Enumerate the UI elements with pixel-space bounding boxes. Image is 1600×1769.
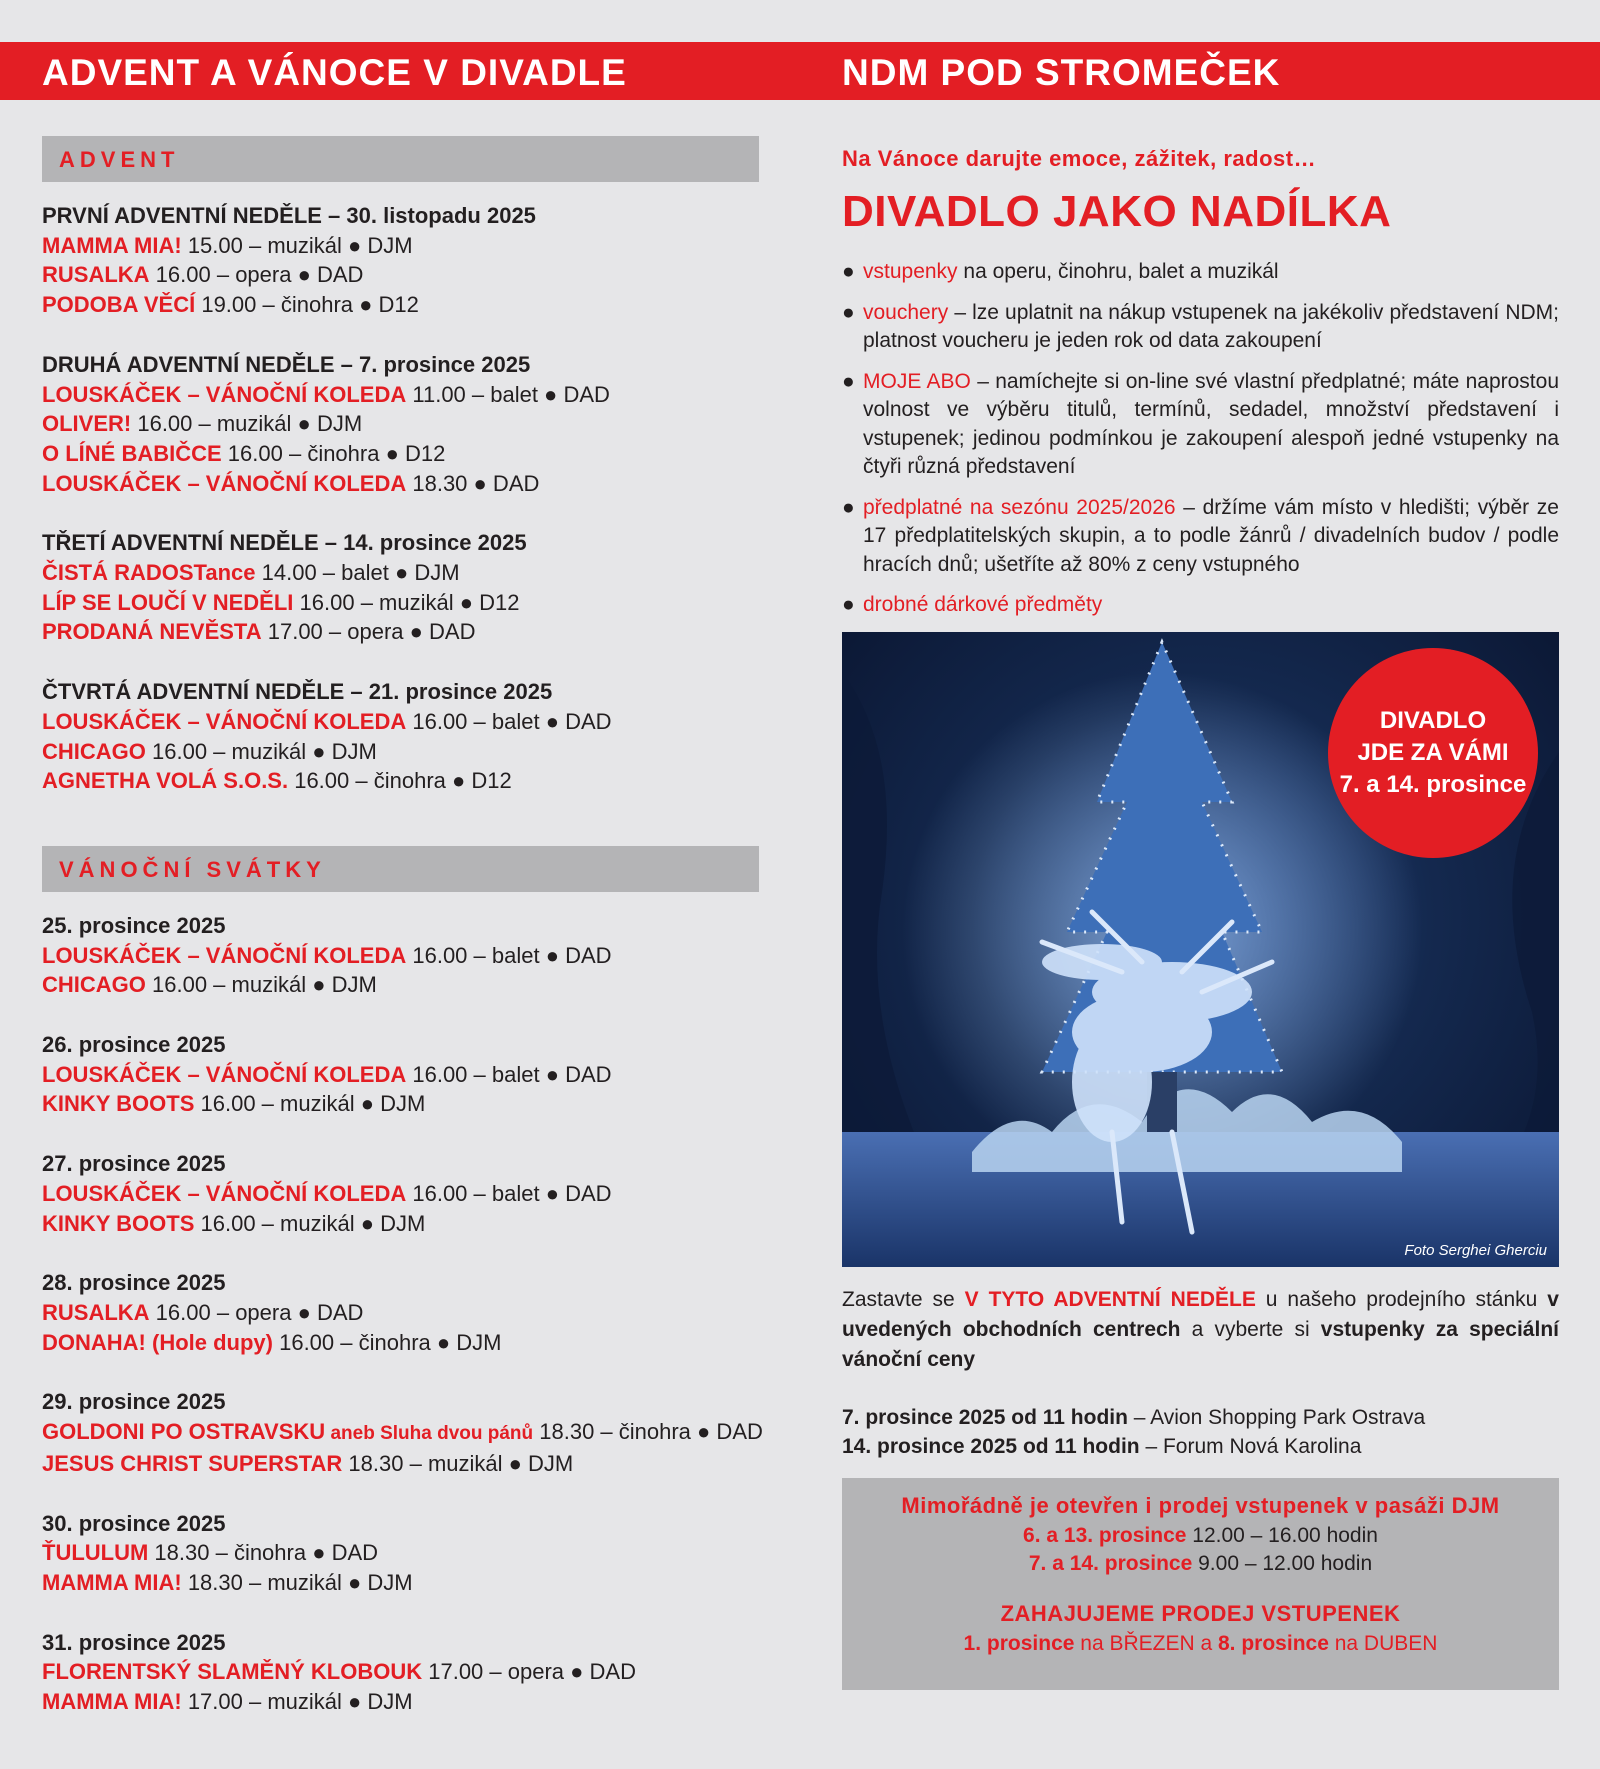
event-line: [42, 380, 759, 410]
event-info: 16.00 – balet ● DAD: [406, 708, 612, 734]
schedule-block: [42, 1030, 759, 1119]
event-line: [42, 970, 759, 1000]
photo-credit: Foto Serghei Gherciu: [1404, 1241, 1547, 1259]
event-title: OLIVER!: [42, 411, 132, 437]
box-sale-title: ZAHAJUJEME PRODEJ VSTUPENEK: [1000, 1600, 1401, 1626]
promo-badge: [1328, 648, 1538, 858]
bullet-dot: ●: [842, 300, 855, 324]
gift-title: DIVADLO JAKO NADÍLKA: [842, 187, 1392, 236]
box-hours: [842, 1522, 1559, 1578]
gift-item: [842, 494, 1559, 580]
event-info: 16.00 – muzikál ● DJM: [194, 1091, 426, 1117]
event-subtitle: aneb Sluha dvou pánů: [325, 1423, 534, 1445]
event-line: [42, 1568, 759, 1598]
schedule-block: [42, 677, 759, 796]
gift-item-text: – namíchejte si on-line své vlastní předplatné; máte naprostou volnost ve výběru titulů, termínů, sedadel, množství představení i vstupenek; jedinou podmínkou je zakoupení alespoň jedné vstupenky na čtyři různá představení: [863, 369, 1559, 478]
event-title: MAMMA MIA!: [42, 1569, 182, 1595]
right-header-title: NDM POD STROMEČEK: [842, 52, 1281, 93]
event-title: LÍP SE LOUČÍ V NEDĚLI: [42, 589, 294, 615]
event-title: LOUSKÁČEK – VÁNOČNÍ KOLEDA: [42, 708, 407, 734]
event-title: GOLDONI PO OSTRAVSKU: [42, 1419, 326, 1445]
gift-item-text: na operu, činohru, balet a muzikál: [957, 260, 1279, 283]
schedule-block: [42, 201, 759, 320]
holidays-section-bar: VÁNOČNÍ SVÁTKY: [42, 846, 759, 892]
gift-item-highlight: vstupenky: [863, 260, 958, 283]
event-title: DONAHA! (Hole dupy): [42, 1329, 273, 1355]
event-info: 18.30 ● DAD: [406, 470, 540, 496]
schedule-block: [42, 528, 759, 647]
gift-item: [842, 368, 1559, 482]
badge-date: 7. a 14. prosince: [1339, 770, 1527, 798]
event-title: O LÍNÉ BABIČCE: [42, 440, 222, 466]
gift-item-highlight: předplatné na sezónu 2025/2026: [863, 495, 1176, 519]
advent-groups: [42, 201, 759, 796]
gift-item: [842, 591, 1559, 620]
event-title: LOUSKÁČEK – VÁNOČNÍ KOLEDA: [42, 1061, 407, 1087]
schedule-date-heading: ČTVRTÁ ADVENTNÍ NEDĚLE – 21. prosince 2025: [42, 679, 553, 705]
event-line: [42, 1328, 759, 1358]
badge-line-1: DIVADLO: [1379, 706, 1487, 734]
event-info: 16.00 – činohra ● DJM: [272, 1329, 502, 1355]
event-title: CHICAGO: [42, 972, 146, 998]
event-title: FLORENTSKÝ SLAMĚNÝ KLOBOUK: [42, 1659, 423, 1685]
ballet-photo: [842, 632, 1559, 1267]
sale-date-2: 8. prosince: [1218, 1631, 1329, 1655]
event-line: [42, 1687, 759, 1717]
event-line: [42, 1449, 759, 1479]
schedule-date-heading: 27. prosince 2025: [42, 1151, 226, 1177]
event-info: 18.30 – muzikál ● DJM: [181, 1569, 413, 1595]
event-line: [42, 766, 759, 796]
event-line: [42, 260, 759, 290]
event-title: PODOBA VĚCÍ: [42, 292, 196, 318]
box-hours-line: [842, 1522, 1559, 1550]
stand-place: – Avion Shopping Park Ostrava: [1127, 1405, 1426, 1429]
event-line: [42, 469, 759, 499]
schedule-date-heading: DRUHÁ ADVENTNÍ NEDĚLE – 7. prosince 2025: [42, 351, 531, 377]
event-title: LOUSKÁČEK – VÁNOČNÍ KOLEDA: [42, 1180, 407, 1206]
event-line: [42, 439, 759, 469]
event-line: [42, 1417, 763, 1449]
sale-date-1: 1. prosince: [963, 1631, 1075, 1655]
schedule-block: [42, 1387, 763, 1478]
stand-date-line: [842, 1403, 1559, 1432]
event-line: [42, 231, 759, 261]
stand-date-line: [842, 1432, 1559, 1461]
bullet-dot: ●: [842, 495, 855, 519]
schedule-date-heading: 29. prosince 2025: [42, 1389, 226, 1415]
gift-list: [842, 258, 1559, 620]
event-info: 16.00 – opera ● DAD: [149, 1299, 364, 1325]
gift-item-highlight: MOJE ABO: [863, 369, 971, 393]
event-title: JESUS CHRIST SUPERSTAR: [42, 1450, 343, 1476]
event-line: [42, 558, 759, 588]
schedule-block: [42, 1509, 759, 1598]
event-title: RUSALKA: [42, 262, 150, 288]
event-info: 16.00 – muzikál ● DJM: [194, 1210, 426, 1236]
event-info: 16.00 – muzikál ● D12: [293, 589, 520, 615]
box-sale-dates: [842, 1630, 1559, 1658]
header-bar: [0, 42, 1600, 100]
event-title: AGNETHA VOLÁ S.O.S.: [42, 768, 289, 794]
event-info: 18.30 – muzikál ● DJM: [342, 1450, 574, 1476]
bullet-dot: ●: [842, 260, 855, 283]
schedule-block: [42, 1628, 759, 1717]
box-time: 9.00 – 12.00 hodin: [1192, 1551, 1373, 1575]
stand-date: 7. prosince 2025 od 11 hodin: [842, 1405, 1128, 1429]
event-info: 19.00 – činohra ● D12: [195, 292, 419, 318]
box-hours-line: [842, 1550, 1559, 1578]
gift-tagline: Na Vánoce darujte emoce, zážitek, radost…: [842, 146, 1317, 171]
schedule-date-heading: 30. prosince 2025: [42, 1510, 226, 1536]
event-title: ŤULULUM: [42, 1540, 149, 1566]
stand-text-1: Zastavte se: [842, 1287, 965, 1311]
gift-item: [842, 299, 1559, 356]
schedule-block: [42, 911, 759, 1000]
event-info: 16.00 – muzikál ● DJM: [131, 411, 363, 437]
event-title: LOUSKÁČEK – VÁNOČNÍ KOLEDA: [42, 942, 407, 968]
event-info: 11.00 – balet ● DAD: [406, 381, 610, 407]
box-office-box: [842, 1478, 1559, 1690]
event-line: [42, 588, 759, 618]
event-info: 16.00 – muzikál ● DJM: [145, 738, 377, 764]
event-title: MAMMA MIA!: [42, 232, 182, 258]
stand-highlight-sundays: V TYTO ADVENTNÍ NEDĚLE: [964, 1287, 1256, 1311]
event-title: KINKY BOOTS: [42, 1091, 195, 1117]
schedule-date-heading: 28. prosince 2025: [42, 1270, 226, 1296]
schedule-block: [42, 1149, 759, 1238]
event-line: [42, 1209, 759, 1239]
schedule-block: [42, 350, 759, 499]
event-line: [42, 1538, 759, 1568]
stand-highlight-centers: v uvedených obchodních centrech: [842, 1287, 1559, 1341]
event-line: [42, 941, 759, 971]
gift-item-highlight: vouchery: [863, 300, 949, 324]
sale-month-1: na BŘEZEN a: [1074, 1631, 1218, 1655]
event-info: 18.30 – činohra ● DAD: [148, 1540, 379, 1566]
event-info: 17.00 – muzikál ● DJM: [181, 1689, 413, 1715]
bullet-dot: ●: [842, 369, 855, 393]
schedule-date-heading: 25. prosince 2025: [42, 912, 226, 938]
event-line: [42, 707, 759, 737]
event-info: 16.00 – balet ● DAD: [406, 1180, 612, 1206]
event-info: 16.00 – opera ● DAD: [149, 262, 364, 288]
event-line: [42, 1298, 759, 1328]
event-info: 14.00 – balet ● DJM: [255, 560, 460, 586]
gift-column: [842, 136, 1559, 1690]
schedule-date-heading: PRVNÍ ADVENTNÍ NEDĚLE – 30. listopadu 2025: [42, 203, 536, 228]
box-title: Mimořádně je otevřen i prodej vstupenek v pasáži DJM: [901, 1492, 1500, 1518]
event-title: LOUSKÁČEK – VÁNOČNÍ KOLEDA: [42, 381, 407, 407]
event-line: [42, 1089, 759, 1119]
event-line: [42, 737, 759, 767]
event-line: [42, 1657, 759, 1687]
event-info: 16.00 – balet ● DAD: [406, 1061, 612, 1087]
stand-date: 14. prosince 2025 od 11 hodin: [842, 1434, 1140, 1458]
event-line: [42, 1060, 759, 1090]
event-info: 16.00 – balet ● DAD: [406, 942, 612, 968]
program-column: [42, 136, 763, 1717]
event-title: MAMMA MIA!: [42, 1689, 182, 1715]
stand-text-3: a vyberte si: [1180, 1317, 1321, 1341]
event-title: LOUSKÁČEK – VÁNOČNÍ KOLEDA: [42, 470, 407, 496]
event-line: [42, 290, 759, 320]
gift-item-text: – držíme vám místo v hledišti; výběr ze 17 předplatitelských skupin, a to podle žánrů / divadelních budov / podle hracích dnů; ušetříte až 80% z ceny vstupného: [863, 495, 1559, 576]
event-title: KINKY BOOTS: [42, 1210, 195, 1236]
holiday-groups: [42, 911, 763, 1717]
event-line: [42, 409, 759, 439]
gift-item-text: – lze uplatnit na nákup vstupenek na jakékoliv představení NDM; platnost voucheru je jeden rok od data zakoupení: [863, 300, 1559, 352]
stand-place: – Forum Nová Karolina: [1139, 1434, 1362, 1458]
event-title: ČISTÁ RADOSTance: [42, 560, 256, 586]
stand-paragraph: [842, 1285, 1559, 1375]
schedule-date-heading: TŘETÍ ADVENTNÍ NEDĚLE – 14. prosince 2025: [42, 530, 527, 556]
schedule-date-heading: 31. prosince 2025: [42, 1629, 226, 1655]
event-line: [42, 617, 759, 647]
event-title: CHICAGO: [42, 738, 146, 764]
event-title: PRODANÁ NEVĚSTA: [42, 619, 262, 645]
stand-schedule: [842, 1403, 1559, 1461]
event-info: 15.00 – muzikál ● DJM: [181, 232, 413, 258]
stand-highlight-tickets: vstupenky za speciální vánoční ceny: [842, 1317, 1559, 1371]
schedule-block: [42, 1268, 759, 1357]
gift-item-highlight: drobné dárkové předměty: [863, 593, 1103, 616]
advent-section-bar: ADVENT: [42, 136, 759, 182]
bullet-dot: ●: [842, 593, 855, 616]
box-date: 6. a 13. prosince: [1023, 1523, 1187, 1547]
box-date: 7. a 14. prosince: [1028, 1551, 1193, 1575]
event-info: 18.30 – činohra ● DAD: [533, 1419, 763, 1445]
event-line: [42, 1179, 759, 1209]
event-info: 16.00 – muzikál ● DJM: [145, 972, 377, 998]
schedule-date-heading: 26. prosince 2025: [42, 1032, 226, 1058]
sale-month-2: na DUBEN: [1328, 1631, 1438, 1655]
gift-item: [842, 258, 1559, 287]
left-header-title: ADVENT A VÁNOCE V DIVADLE: [42, 52, 627, 93]
event-info: 17.00 – opera ● DAD: [422, 1659, 636, 1685]
event-title: RUSALKA: [42, 1299, 150, 1325]
stand-text-2: u našeho prodejního stánku: [1255, 1287, 1548, 1311]
event-info: 17.00 – opera ● DAD: [261, 619, 476, 645]
badge-line-2: JDE ZA VÁMI: [1357, 738, 1509, 766]
box-time: 12.00 – 16.00 hodin: [1186, 1523, 1378, 1547]
event-info: 16.00 – činohra ● D12: [221, 440, 446, 466]
event-info: 16.00 – činohra ● D12: [288, 768, 512, 794]
